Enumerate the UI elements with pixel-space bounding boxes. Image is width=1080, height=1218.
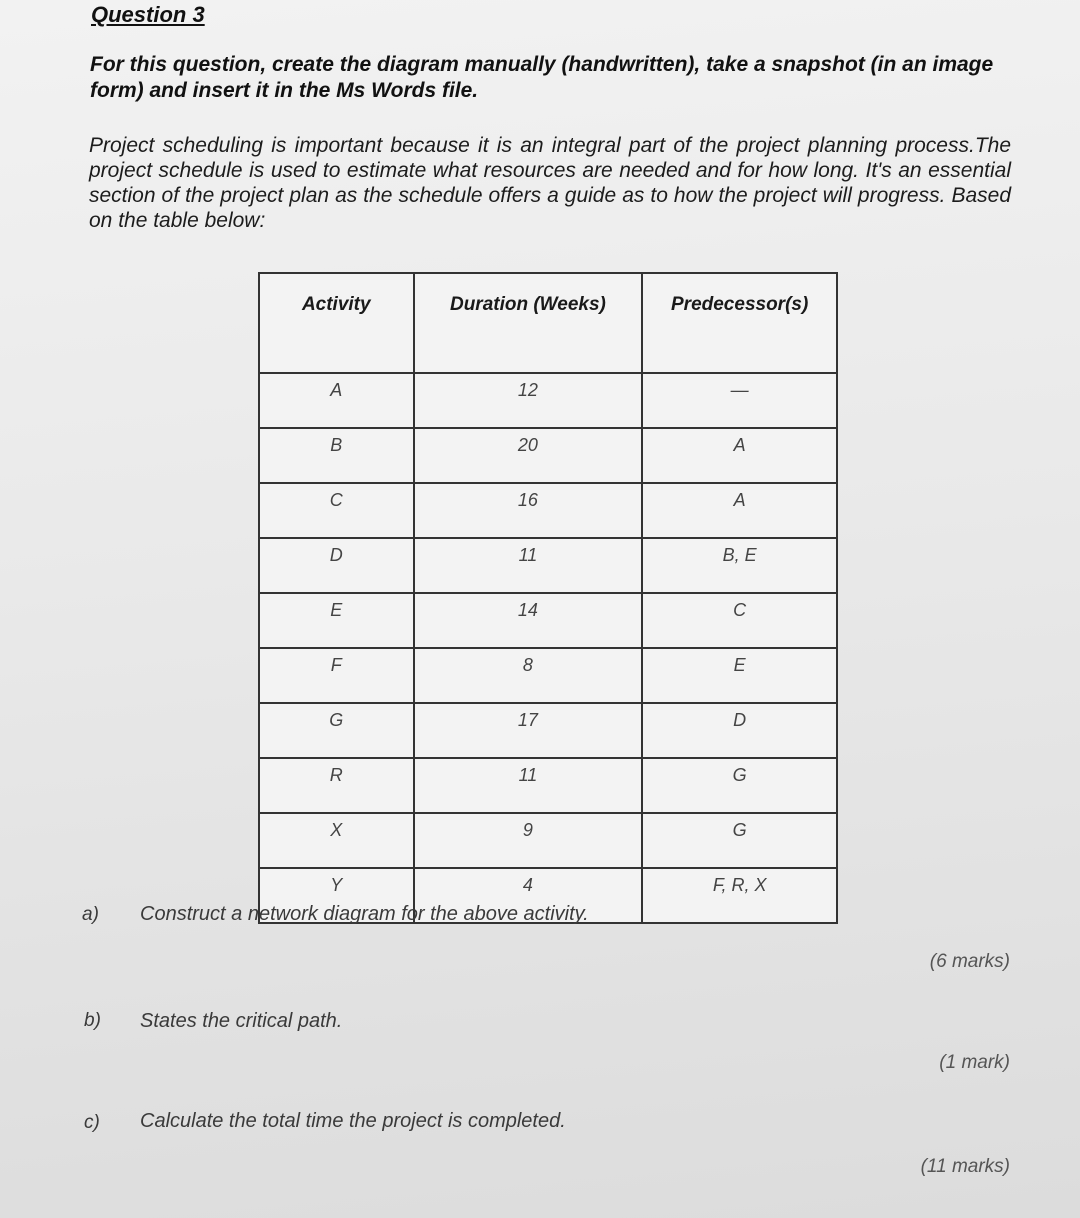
activity-cell: X	[259, 813, 414, 868]
predecessor-cell: C	[642, 593, 837, 648]
part-a-text: Construct a network diagram for the above activity.	[140, 903, 589, 925]
intro-paragraph: Project scheduling is important because it is an integral part of the project planning process.The project schedule is used to estimate what resources are needed and for how long. It's an essential section of the project plan as the schedule offers a guide as to how the project will progress. Based on the table below:	[89, 134, 1011, 232]
table-row	[259, 758, 837, 813]
part-c-letter: c)	[84, 1112, 100, 1133]
table-row	[259, 703, 837, 758]
duration-cell: 20	[414, 428, 643, 483]
activity-cell: R	[259, 758, 414, 813]
activity-cell: C	[259, 483, 414, 538]
schedule-table	[258, 272, 838, 924]
table-row	[259, 648, 837, 703]
activity-cell: A	[259, 373, 414, 428]
table-row	[259, 428, 837, 483]
activity-cell: F	[259, 648, 414, 703]
activity-cell: Y	[259, 868, 414, 923]
predecessor-cell: —	[642, 373, 837, 428]
part-c-marks: (11 marks)	[920, 1156, 1010, 1177]
header-duration: Duration (Weeks)	[414, 273, 643, 373]
duration-cell: 17	[414, 703, 643, 758]
duration-cell: 14	[414, 593, 643, 648]
predecessor-cell: F, R, X	[642, 868, 837, 923]
predecessor-cell: D	[642, 703, 837, 758]
table-header-row	[259, 273, 837, 373]
part-c-text: Calculate the total time the project is completed.	[140, 1110, 566, 1132]
table-row	[259, 373, 837, 428]
predecessor-cell: G	[642, 813, 837, 868]
activity-cell: D	[259, 538, 414, 593]
predecessor-cell: G	[642, 758, 837, 813]
duration-cell: 4	[414, 868, 643, 923]
part-a-letter: a)	[82, 904, 99, 925]
duration-cell: 9	[414, 813, 643, 868]
activity-cell: G	[259, 703, 414, 758]
activity-cell: B	[259, 428, 414, 483]
header-predecessors: Predecessor(s)	[642, 273, 837, 373]
duration-cell: 11	[414, 758, 643, 813]
predecessor-cell: E	[642, 648, 837, 703]
table-row	[259, 813, 837, 868]
activity-cell: E	[259, 593, 414, 648]
table-row	[259, 538, 837, 593]
duration-cell: 11	[414, 538, 643, 593]
instruction-text: For this question, create the diagram manually (handwritten), take a snapshot (in an image form) and insert it in the Ms Words file.	[90, 53, 994, 102]
predecessor-cell: A	[642, 483, 837, 538]
duration-cell: 12	[414, 373, 643, 428]
predecessor-cell: B, E	[642, 538, 837, 593]
duration-cell: 16	[414, 483, 643, 538]
header-activity: Activity	[259, 273, 414, 373]
duration-cell: 8	[414, 648, 643, 703]
table-row	[259, 483, 837, 538]
part-b-marks: (1 mark)	[939, 1052, 1010, 1073]
table-row	[259, 593, 837, 648]
predecessor-cell: A	[642, 428, 837, 483]
part-a-marks: (6 marks)	[929, 951, 1010, 972]
part-b-letter: b)	[84, 1010, 101, 1031]
part-b-text: States the critical path.	[140, 1010, 343, 1032]
question-title: Question 3	[91, 2, 205, 27]
